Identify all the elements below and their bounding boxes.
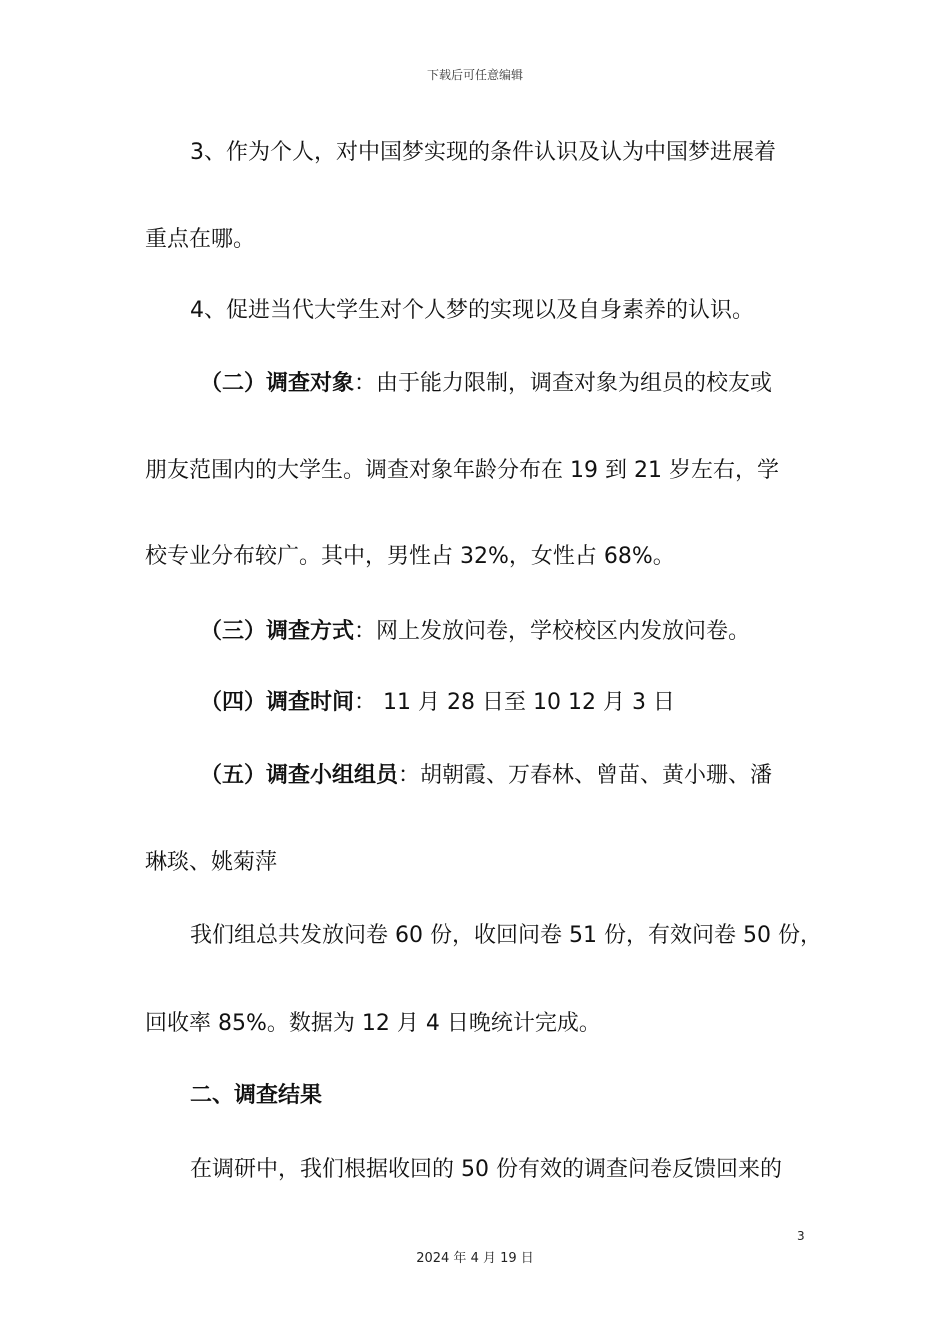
members-paragraph-line-1	[200, 761, 772, 791]
time-heading: （四）调查时间	[200, 690, 355, 715]
members-text: ：胡朝霞、万春林、曾苗、黄小珊、潘	[398, 763, 773, 788]
subjects-text: ：由于能力限制，调查对象为组员的校友或	[354, 371, 773, 396]
subjects-heading: （二）调查对象	[200, 371, 355, 396]
method-heading: （三）调查方式	[200, 619, 355, 644]
section-2-heading: 二、调查结果	[190, 1083, 323, 1108]
stats-line-1: 我们组总共发放问卷 60 份，收回问卷 51 份，有效问卷 50 份，	[190, 923, 822, 948]
item-3-line-1: 3、作为个人，对中国梦实现的条件认识及认为中国梦进展着	[190, 140, 776, 165]
stats-line-2: 回收率 85%。数据为 12 月 4 日晚统计完成。	[145, 1011, 601, 1036]
members-paragraph-line-2: 琳琰、姚菊萍	[145, 850, 278, 875]
item-3-line-2: 重点在哪。	[145, 227, 256, 252]
item-4: 4、促进当代大学生对个人梦的实现以及自身素养的认识。	[190, 298, 754, 323]
subjects-paragraph-line-1	[200, 369, 772, 399]
subjects-paragraph-line-2: 朋友范围内的大学生。调查对象年龄分布在 19 到 21 岁左右，学	[145, 458, 779, 483]
time-paragraph	[200, 688, 675, 718]
subjects-paragraph-line-3: 校专业分布较广。其中，男性占 32%，女性占 68%。	[145, 544, 675, 569]
members-heading: （五）调查小组组员	[200, 763, 399, 788]
method-paragraph	[200, 617, 750, 647]
time-text: ： 11 月 28 日至 10 12 月 3 日	[354, 690, 675, 715]
results-line-1: 在调研中，我们根据收回的 50 份有效的调查问卷反馈回来的	[190, 1157, 782, 1182]
page-number: 3	[797, 1229, 805, 1243]
footer-date: 2024 年 4 月 19 日	[416, 1251, 534, 1266]
method-text: ：网上发放问卷，学校校区内发放问卷。	[354, 619, 751, 644]
header-note: 下载后可任意编辑	[426, 68, 523, 82]
